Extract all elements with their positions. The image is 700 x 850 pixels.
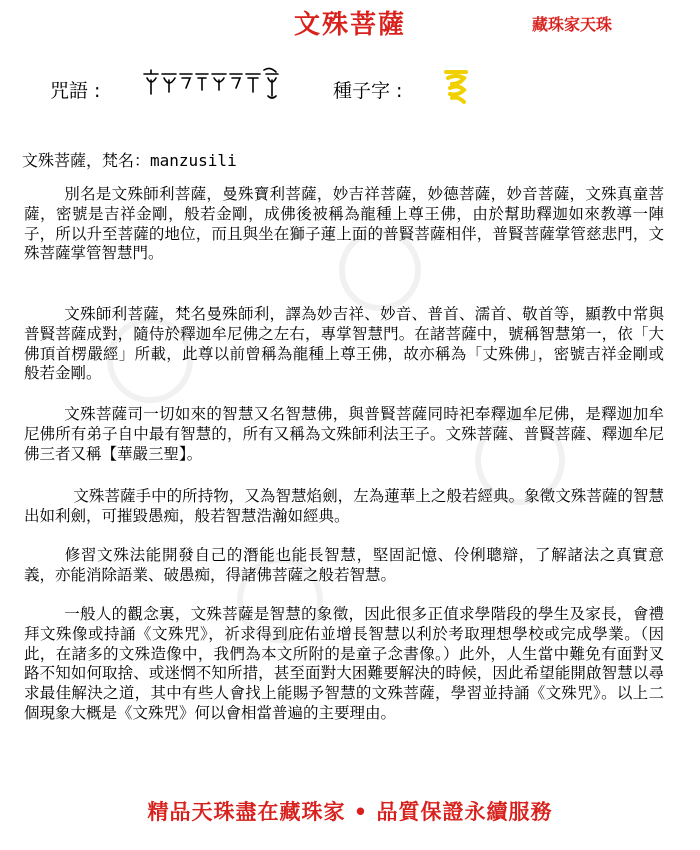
footer-slogan: 精品天珠盡在藏珠家 • 品質保證永續服務 (147, 800, 553, 824)
mantra-label: 咒語 : (50, 80, 101, 102)
paragraph-manjushri: 文殊師利菩薩，梵名曼殊師利，譯為妙吉祥、妙音、普首、濡首、敬首等，顯教中常與普賢菩薩成對，隨侍於釋迦牟尼佛之左右，專掌智慧門。在諸菩薩中，號稱智慧第一，依「大佛頂首楞嚴經」所載，此尊以前曾稱為龍種上尊王佛，故亦稱為「丈殊佛」，密號吉祥金剛或般若金剛。 (24, 305, 664, 383)
seed-syllable-label: 種子字 : (333, 80, 403, 102)
paragraph-practice: 修習文殊法能開發自己的潛能也能長智慧，堅固記憶、伶俐聰辯，了解諸法之真實意義，亦能消除語業、破愚痴，得諸佛菩薩之般若智慧。 (24, 546, 664, 584)
paragraph-popularity: 一般人的觀念裏，文殊菩薩是智慧的象徵，因此很多正值求學階段的學生及家長，會禮拜文殊像或持誦《文殊咒》，祈求得到庇佑並增長智慧以利於考取理想學校或完成學業。（因此，在諸多的文殊造像中，我們為本文所附的是童子念書像。）此外，人生當中難免有面對叉路不知如何取捨、或迷惘不知所措，甚至面對大困難要解決的時候，因此希望能開啟智慧以尋求最佳解決之道，其中有些人會找上能賜予智慧的文殊菩薩，學習並持誦《文殊咒》。以上二個現象大概是《文殊咒》何以會相當普遍的主要理由。 (24, 605, 664, 722)
page-title: 文殊菩薩 (293, 10, 406, 40)
tibetan-mantra-script (142, 66, 282, 100)
brand-name: 藏珠家天珠 (532, 15, 613, 34)
seed-syllable-glyph (442, 66, 470, 108)
paragraph-alias: 別名是文殊師利菩薩，曼殊寶利菩薩，妙吉祥菩薩，妙德菩薩，妙音菩薩，文殊真童菩薩，密號是吉祥金剛，般若金剛，成佛後被稱為龍種上尊王佛，由於幫助釋迦如來教導一陣子，所以升至菩薩的地位，而且與坐在獅子蓮上面的普賢菩薩相伴，普賢菩薩掌管慈悲門，文殊菩薩掌管智慧門。 (24, 185, 664, 263)
paragraph-wisdom-buddha: 文殊菩薩司一切如來的智慧又名智慧佛，與普賢菩薩同時祀奉釋迦牟尼佛，是釋迦加牟尼佛所有弟子自中最有智慧的，所有又稱為文殊師利法王子。文殊菩薩、普賢菩薩、釋迦牟尼佛三者又稱【華嚴三聖】。 (24, 405, 664, 463)
sanskrit-name-line: 文殊菩薩，梵名：manzusili (22, 151, 237, 170)
paragraph-attributes: 文殊菩薩手中的所持物，又為智慧焰劍，左為蓮華上之般若經典。象徵文殊菩薩的智慧出如利劍，可摧毀愚痴，般若智慧浩瀚如經典。 (24, 487, 664, 525)
